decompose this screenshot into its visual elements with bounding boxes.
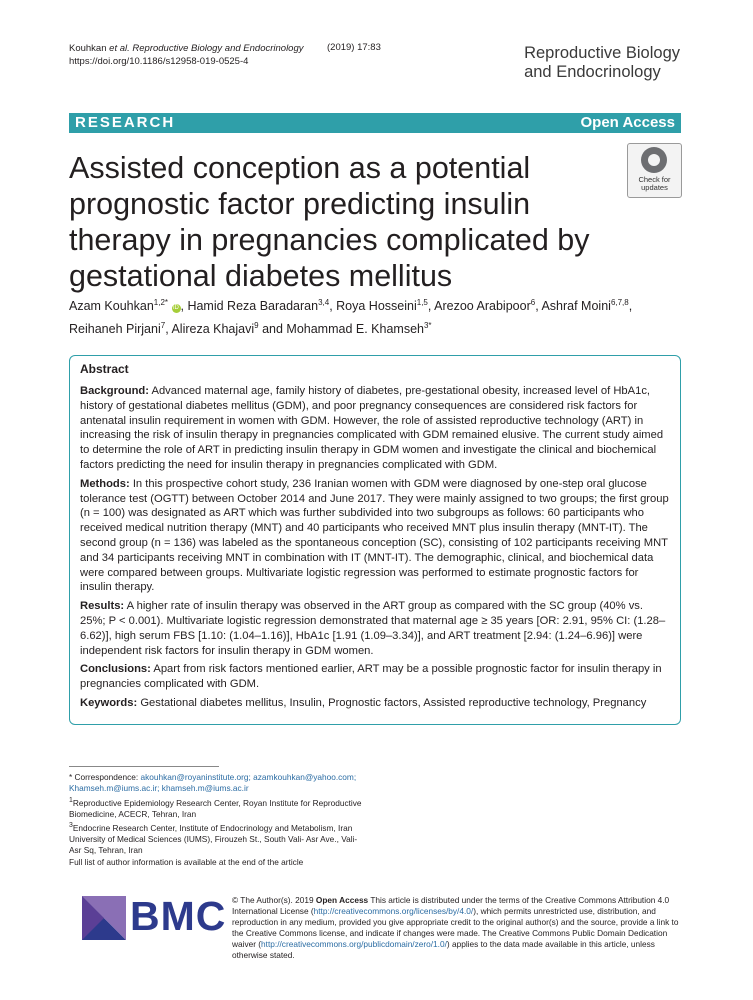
- author-name[interactable]: Alireza Khajavi: [171, 322, 255, 337]
- background-label: Background:: [80, 385, 149, 397]
- abstract-methods: [80, 477, 670, 595]
- author-affiliation: 7: [160, 321, 166, 331]
- author-affiliation: 6: [530, 298, 536, 307]
- abstract-results: [80, 599, 670, 658]
- check-for-updates-line1: Check for: [638, 175, 671, 184]
- author-name[interactable]: Azam Kouhkan: [69, 299, 154, 314]
- footnotes: [69, 772, 369, 868]
- journal-name-line2: and Endocrinology: [524, 63, 661, 81]
- affiliation-text: Endocrine Research Center, Institute of Endocrinology and Metabolism, Iran University of Medical Sciences (IUMS), Firouzeh St., South Vali- Asr Ave., Vali-Asr Sq, Tehran, Iran: [69, 822, 358, 856]
- author-affiliation: 6,7,8: [610, 298, 629, 307]
- citation-journal: et al. Reproductive Biology and Endocrinology: [109, 43, 304, 54]
- license-open-access: Open Access: [315, 895, 369, 905]
- license-text-1: This article is distributed under the terms of the Creative Commons Attribution 4.0 International License (: [232, 895, 670, 916]
- section-banner: [69, 113, 681, 133]
- correspondence-label: * Correspondence:: [69, 772, 141, 782]
- license-statement: [232, 895, 687, 960]
- year-volume: (2019) 17:83: [327, 42, 381, 53]
- author-list: Azam Kouhkan$^{1,2*}$ iD , Hamid Reza Baradaran$^{3,4}$, Roya Hosseini$^{1,5}$, Arezoo Arabipoor$^6$, Ashraf Moini$^{6,7,8}$, Reihaneh Pirjani$^7$, Alireza Khajavi$^9$ and Mohammad E. Khamseh$^{3*}$: [69, 298, 633, 337]
- abstract-background: [80, 384, 670, 473]
- correspondence-emails[interactable]: akouhkan@royaninstitute.org; azamkouhkan@yahoo.com; Khamseh.m@iums.ac.ir; khamseh.m@iums.ac.ir: [69, 772, 357, 794]
- abstract-conclusions: [80, 662, 670, 692]
- crossmark-icon: [641, 147, 667, 173]
- keywords-label: Keywords:: [80, 696, 138, 709]
- author-affiliation: 3*: [423, 321, 432, 331]
- bmc-logo-text: BMC: [130, 893, 227, 939]
- footnote-divider: [69, 766, 219, 767]
- background-text: Advanced maternal age, family history of diabetes, pre-gestational obesity, increased level of HbA1c, history of gestational diabetes mellitus (GDM), and poor pregnancy consequences are considered risk factors for antenatal insulin requirement in women with GDM. However, the role of assisted reproductive technology (ART) in increasing the risk of insulin therapy in pregnancies complicated with GDM remained elusive. The current study aimed to determine the role of ART in predicting insulin therapy in GDM women and investigate the clinical and biochemical factors predicting the need for insulin therapy in pregnancies complicated with GDM.: [80, 385, 664, 471]
- affiliation-3: [69, 820, 369, 857]
- license-text-3: ) applies to the data made available in this article, unless otherwise stated.: [232, 938, 655, 960]
- affiliation-number: 3: [69, 821, 73, 829]
- abstract-keywords: [80, 696, 670, 711]
- doi-link[interactable]: https://doi.org/10.1186/s12958-019-0525-4: [69, 56, 249, 67]
- license-copyright: © The Author(s). 2019: [232, 895, 316, 905]
- citation-authors: Kouhkan: [69, 43, 110, 54]
- running-header-citation: [69, 42, 304, 68]
- author-affiliation: 9: [254, 321, 259, 331]
- author-affiliation: 1,2*: [153, 298, 169, 307]
- conclusions-label: Conclusions:: [80, 663, 151, 676]
- affiliation-text: Reproductive Epidemiology Research Center, Royan Institute for Reproductive Biomedicine, ACECR, Tehran, Iran: [69, 797, 362, 819]
- check-for-updates-label: [628, 176, 681, 192]
- open-access-label: Open Access: [580, 114, 675, 131]
- author-name[interactable]: Mohammad E. Khamseh: [286, 322, 424, 337]
- abstract-box: [69, 355, 681, 725]
- author-name[interactable]: Arezoo Arabipoor: [434, 299, 531, 314]
- author-name[interactable]: Reihaneh Pirjani: [69, 322, 161, 337]
- abstract-heading: Abstract: [80, 362, 129, 376]
- section-label: RESEARCH: [75, 114, 176, 131]
- author-name[interactable]: Hamid Reza Baradaran: [187, 299, 319, 314]
- results-label: Results:: [80, 600, 125, 613]
- affiliation-1: [69, 795, 369, 820]
- journal-name-line1: Reproductive Biology: [524, 44, 680, 62]
- journal-name: [524, 44, 680, 82]
- check-for-updates-button[interactable]: [627, 143, 682, 198]
- author-name[interactable]: Ashraf Moini: [541, 299, 611, 314]
- conclusions-text: Apart from risk factors mentioned earlier, ART may be a possible prognostic factor for insulin therapy in pregnancies complicated with GDM.: [80, 663, 662, 691]
- author-name[interactable]: Roya Hosseini: [336, 299, 417, 314]
- author-affiliation: 3,4: [318, 298, 330, 307]
- author-affiliation: 1,5: [416, 298, 428, 307]
- results-text: A higher rate of insulin therapy was observed in the ART group as compared with the SC group (40% vs. 25%; P < 0.001). Multivariate logistic regression demonstrated that maternal age ≥ 35 years [OR: 2.91, 95% CI: (1.28–6.62)], high serum FBS [1.10: (1.04–1.16)], HbA1c [1.91 (1.09–3.34)], and ART treatment [2.94: (1.24–6.96)] were independent risk factors for insulin therapy in GDM women.: [80, 600, 666, 657]
- keywords-text: Gestational diabetes mellitus, Insulin, Prognostic factors, Assisted reproductive technology, Pregnancy: [140, 696, 647, 709]
- affiliation-number: 1: [69, 796, 73, 804]
- methods-label: Methods:: [80, 477, 130, 490]
- check-for-updates-line2: updates: [641, 183, 668, 192]
- article-title: Assisted conception as a potential prognostic factor predicting insulin therapy in pregnancies complicated by gestational diabetes mellitus: [69, 151, 590, 293]
- correspondence: [69, 772, 369, 795]
- license-text-2: ), which permits unrestricted use, distribution, and reproduction in any medium, provided you give appropriate credit to the original author(s) and the source, provide a link to the Creative Commons license, and indicate if changes were made. The Creative Commons Public Domain Dedication waiver (: [232, 905, 679, 949]
- license-link-cc-by[interactable]: http://creativecommons.org/licenses/by/4.0/: [313, 905, 474, 916]
- orcid-icon[interactable]: iD: [173, 305, 179, 312]
- bmc-logo[interactable]: [82, 893, 227, 946]
- bmc-logo-icon: [82, 896, 126, 940]
- methods-text: In this prospective cohort study, 236 Iranian women with GDM were diagnosed by one-step oral glucose tolerance test (OGTT) between October 2014 and June 2017. They were mainly assigned to two groups; the first group (n = 100) was designated as ART which was further subdivided into two subgroups as follows: 60 participants who received medical nutrition therapy (MNT) and 40 participants who received MNT plus insulin therapy (MNT-IT). The second group (n = 136) was labeled as the spontaneous conception (SC), consisting of 102 participants receiving MNT and 34 participants receiving MNT in combination with IT (MNT-IT). The demographic, clinical, and biochemical data were compared between groups. Multivariate logistic regression was performed to estimate prognostic factors for insulin therapy.: [80, 477, 669, 594]
- license-link-cc0[interactable]: http://creativecommons.org/publicdomain/zero/1.0/: [261, 938, 447, 949]
- full-author-info-note: Full list of author information is available at the end of the article: [69, 856, 304, 867]
